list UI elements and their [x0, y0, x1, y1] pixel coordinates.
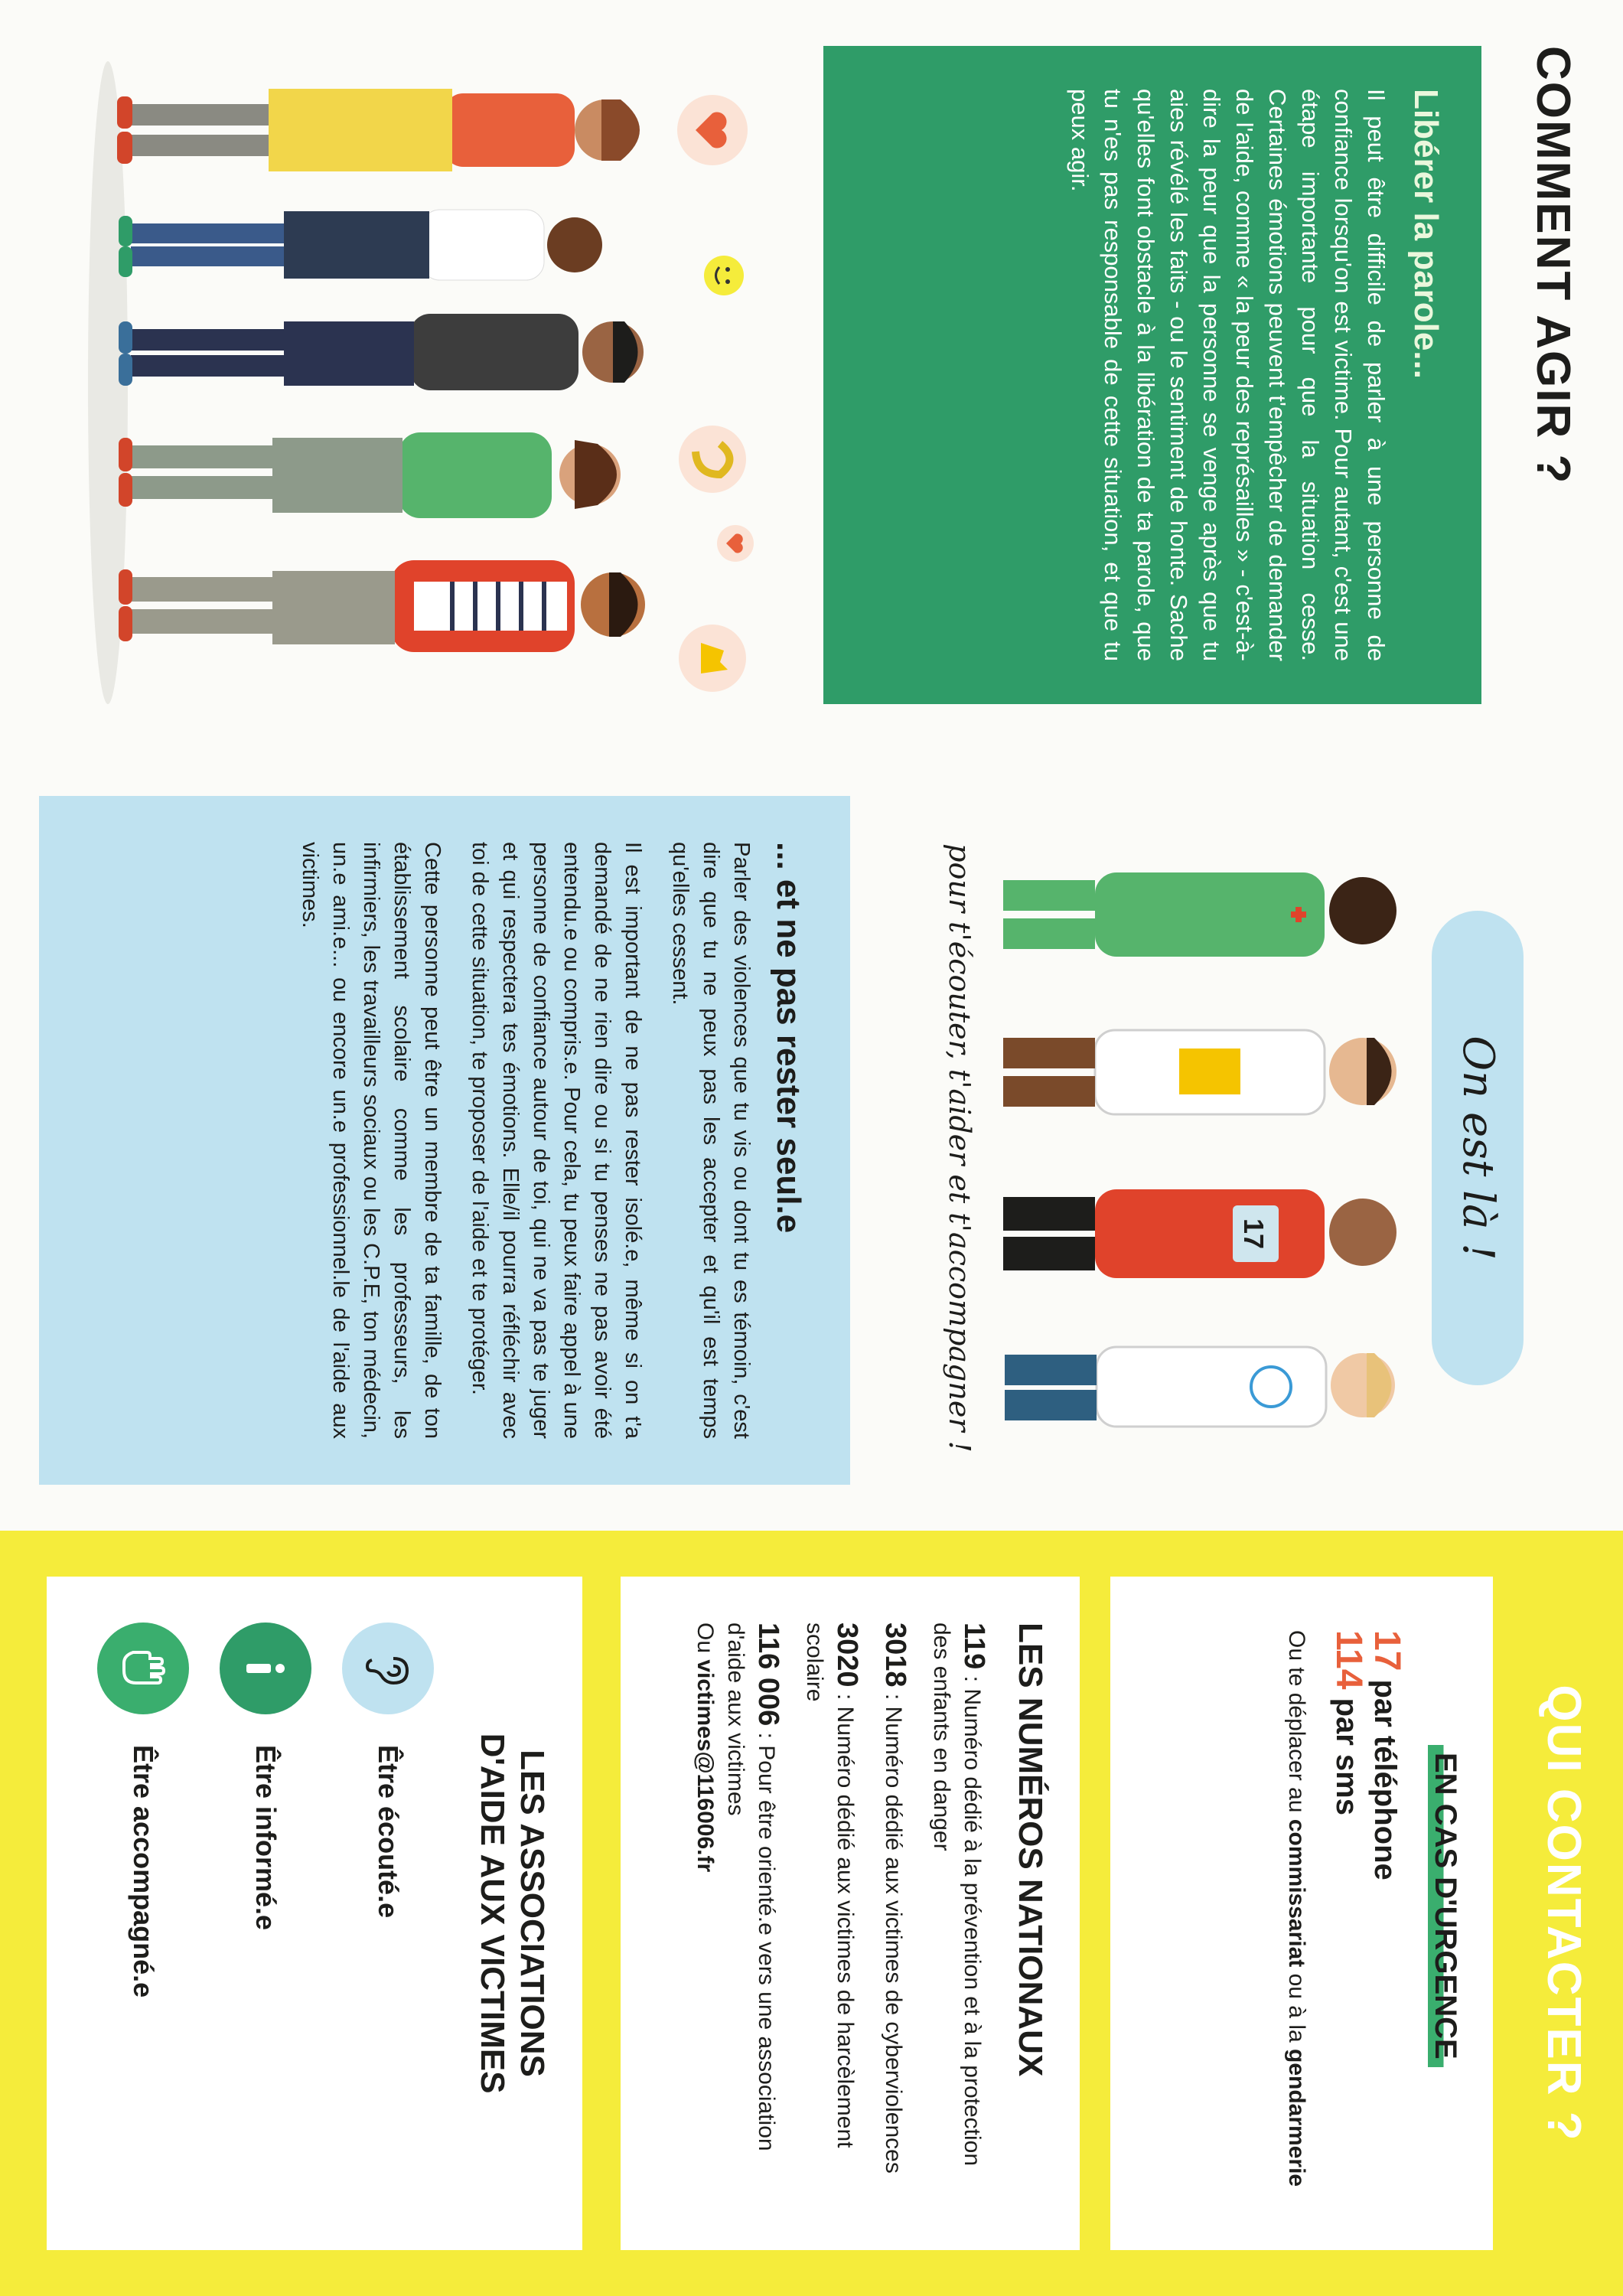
numero-description: : Numéro dédié aux victimes de cyberviolences: [881, 1687, 906, 2174]
associations-heading-line: LES ASSOCIATIONS: [513, 1750, 551, 2077]
handwriting-caption: pour t'écouter, t'aider et t'accompagner !: [943, 843, 976, 1453]
speech-bubble: [1432, 911, 1524, 1385]
liberer-parole-title: Libérer la parole...: [1407, 89, 1445, 380]
smiley-bubble-icon: [704, 256, 744, 295]
note-text: ou à la: [1284, 1967, 1309, 2050]
email-address: victimes@116006.fr: [693, 1659, 718, 1873]
person-figure: [1003, 1030, 1396, 1114]
hand-icon: [97, 1623, 189, 1714]
urgence-card: [1110, 1577, 1493, 2250]
panel-heading-comment-agir: COMMENT AGIR ?: [1527, 46, 1579, 485]
panel-ne-pas-rester-seul: [0, 765, 1623, 1531]
note-gendarmerie: gendarmerie: [1284, 2049, 1309, 2187]
heart-bubble-icon: [677, 95, 748, 165]
numero-entry: [689, 1623, 784, 2204]
ne-pas-rester-seul-title: ... et ne pas rester seul.e: [770, 842, 807, 1234]
urgence-heading: EN CAS D'URGENCE: [1428, 1745, 1462, 2067]
numero-entry: [799, 1623, 862, 2204]
info-icon: [220, 1623, 311, 1714]
person-figure: [119, 560, 645, 652]
ear-icon: [342, 1623, 434, 1714]
associations-heading: [472, 1623, 552, 2204]
group-of-people-illustration: [77, 46, 766, 719]
person-figure: [119, 432, 621, 518]
small-heart-icon: [717, 525, 754, 562]
numero-value: 3018: [879, 1623, 911, 1688]
paragraph: Cette personne peut être un membre de ta famille, de ton établissement scolaire comme les professeurs, les infirmiers, les travailleurs sociaux ou les C.P.E, ton médecin, un.e ami.e... ou encore un.e professionnel.le de l'aide aux victimes.: [298, 842, 445, 1439]
numero-entry: [878, 1623, 911, 2204]
person-figure: [119, 314, 644, 390]
email-prefix: Ou: [693, 1623, 718, 1660]
panel-heading-qui-contacter: QUI CONTACTER ?: [1537, 1684, 1590, 2142]
urgence-note: [1281, 1630, 1312, 2197]
paragraph: Il est important de ne pas rester isolé.e, même si on t'a demandé de ne rien dire ou si tu penses ne pas avoir été entendu.e ou compris.e. Pour cela, tu peux faire appel à une personne de confiance autour de toi, qui ne va pas te juger et qui respectera tes émotions. Elle/il pourra réfléchir avec toi de cette situation, te proposer de l'aide et te protéger.: [468, 842, 645, 1439]
person-figure: [1003, 872, 1396, 957]
numeros-card: [621, 1577, 1080, 2250]
person-figure: [119, 210, 602, 280]
person-figure: [1003, 1189, 1396, 1278]
urgence-sms-label: par sms: [1330, 1698, 1364, 1815]
numeros-heading: LES NUMÉROS NATIONAUX: [1012, 1623, 1049, 2077]
note-commissariat: commissariat: [1284, 1818, 1309, 1968]
urgence-phone-label: par téléphone: [1368, 1679, 1402, 1880]
assoc-label: Être accompagné.e: [128, 1745, 159, 1998]
ne-pas-rester-seul-box: [39, 796, 850, 1485]
liberer-parole-box: [823, 46, 1481, 704]
speech-bubble-text: On est là !: [1453, 1035, 1503, 1261]
thumbs-bubble-icon: [679, 625, 746, 692]
urgence-sms-number: 114: [1328, 1630, 1369, 1690]
liberer-parole-text: Il peut être difficile de parler à une personne de confiance lorsqu'on est victime. Pour autant, c'est une étape importante pour que la situation cesse. Certaines émotions peuvent t'empêcher de demander de l'aide, comme « la peur des représailles » - c'est-à-dire la peur que la personne se venge après que tu aies révélé les faits - ou le sentiment de honte. Sache qu'elles font obstacle à la libération de ta parole, que tu n'es pas responsable de cette situation, et que tu peux agir.: [1067, 89, 1390, 661]
paragraph: Parler des violences que tu vis ou dont tu es témoin, c'est dire que tu ne peux pas les accepter et qu'il est temps qu'elles cessent.: [668, 842, 754, 1439]
panel-comment-agir: [0, 0, 1623, 765]
associations-heading-line: D'AIDE AUX VICTIMES: [474, 1733, 511, 2094]
numero-value: 3020: [831, 1623, 863, 1688]
assoc-label: Être informé.e: [250, 1745, 282, 1931]
urgence-phone-line: [1367, 1630, 1405, 2197]
panel-qui-contacter: [0, 1531, 1623, 2296]
assoc-item-accompagne: [97, 1623, 189, 2204]
assoc-item-informe: [220, 1623, 311, 2204]
numero-value: 116 006: [752, 1623, 784, 1727]
numero-description: : Numéro dédié à la prévention et à la protection des enfants en danger: [929, 1623, 985, 2167]
numero-entry: [926, 1623, 989, 2204]
numero-description: : Numéro dédié aux victimes de harcèlement scolaire: [802, 1623, 858, 2148]
speech-bubble-icon: [679, 426, 746, 493]
assoc-item-ecoute: [342, 1623, 434, 2204]
urgence-phone-number: 17: [1367, 1630, 1407, 1671]
associations-card: [47, 1577, 582, 2250]
helpers-illustration: [934, 796, 1531, 1500]
assoc-label: Être écouté.e: [373, 1745, 404, 1919]
numero-value: 119: [958, 1623, 990, 1670]
note-text: Ou te déplacer au: [1284, 1630, 1309, 1819]
numero-description: : Pour être orienté.e vers une association d'aide aux victimes: [723, 1623, 779, 2151]
person-figure: [117, 89, 640, 171]
person-figure: [1005, 1347, 1395, 1427]
urgence-sms-line: [1328, 1630, 1367, 2197]
shirt-number: 17: [1238, 1218, 1269, 1250]
